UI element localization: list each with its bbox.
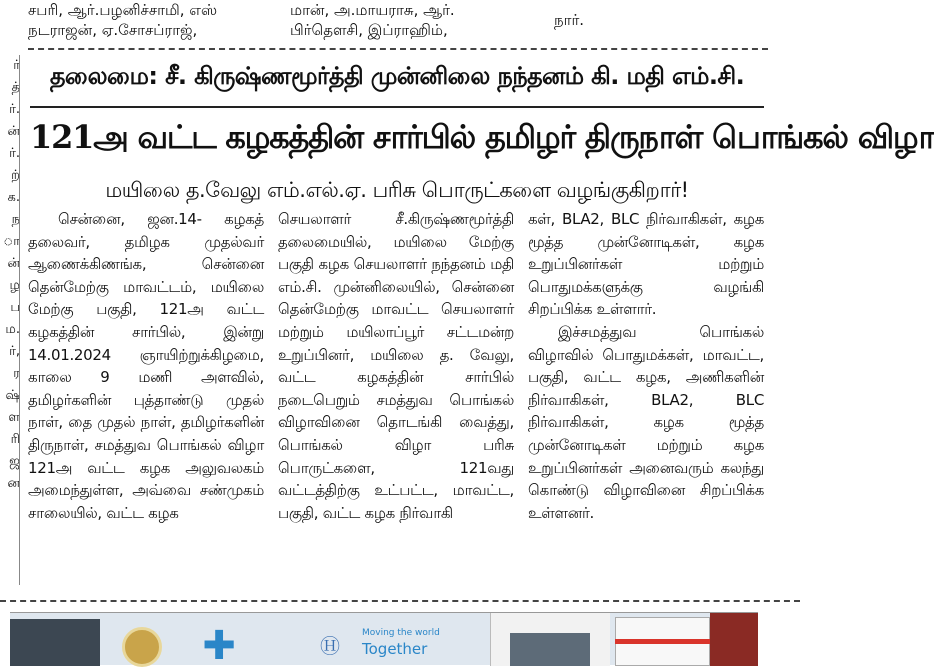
previous-article-col-3 (554, 0, 784, 30)
fragment-char: ஜ (9, 454, 20, 469)
column-rule (19, 55, 20, 585)
article-body (28, 208, 770, 598)
previous-article-col-2 (290, 0, 538, 40)
previous-article-col-1 (28, 0, 278, 40)
fragment-char: ள (8, 410, 20, 425)
photo-divider (0, 600, 800, 602)
fragment-char: ந (11, 212, 20, 227)
previous-article-line: பிர்தௌசி, இப்ராஹிம், (290, 21, 448, 39)
fragment-char: ர். (9, 102, 20, 117)
vehicle-image (10, 619, 100, 666)
event-photo (10, 612, 758, 669)
article-paragraph: கள், BLA2, BLC நிர்வாகிகள், கழக மூத்த முன்னோடிகள், கழக உறுப்பினர்கள் மற்றும் பொதுமக்களுக்கு வழங்கி சிறப்பிக்க உள்ளார். (528, 210, 764, 319)
fragment-char: ன (7, 476, 20, 491)
government-seal-icon (122, 627, 162, 667)
fragment-char: த் (11, 80, 20, 95)
article-paragraph: சென்னை, ஜன.14- கழகத் தலைவர், தமிழக முதல்வர் ஆணைக்கிணங்க, சென்னை தென்மேற்கு மாவட்டம், மயிலை மேற்கு பகுதி, 121அ வட்ட கழகத்தின் சார்பில், இன்று 14.01.2024 ஞாயிற்றுக்கிழமை, காலை 9 மணி அளவில், தமிழர்களின் புத்தாண்டு முதல் நாள், தை முதல் நாள், தமிழர்களின் திருநாள், சமத்துவ பொங்கல் விழா 121அ வட்ட கழக அலுவலகம் அமைந்துள்ள, அவ்வை சண்முகம் சாலையில், வட்ட கழக (28, 210, 264, 522)
fragment-char: ற் (11, 168, 20, 183)
fragment-char: க. (7, 190, 20, 205)
banner-text (362, 627, 472, 663)
fragment-char: ஷ் (5, 388, 20, 403)
article-paragraph: செயலாளர் சீ.கிருஷ்ணமூர்த்தி தலைமையில், மயிலை மேற்கு பகுதி கழக செயலாளர் நந்தனம் மதி எம்.சி. முன்னிலையில், சென்னை தென்மேற்கு மாவட்ட செயலாளர் மற்றும் மயிலாப்பூர் சட்டமன்ற உறுப்பினர், மயிலை த. வேலு, வட்ட கழகத்தின் சார்பில் நடைபெறும் சமத்துவ பொங்கல் விழாவினை தொடங்கி வைத்து, பொங்கல் விழா பரிசு பொருட்களை, 121வது வட்டத்திற்கு உட்பட்ட, மாவட்ட, பகுதி, வட்ட கழக நிர்வாகி (278, 210, 514, 522)
fragment-char: ன் (7, 124, 20, 139)
banner-big-text: Together (362, 640, 428, 658)
fragment-char: ம. (5, 322, 20, 337)
ambulance-stripe (615, 639, 710, 644)
article-headline: 121அ வட்ட கழகத்தின் சார்பில் தமிழர் திருநாள் பொங்கல் விழா (30, 106, 764, 164)
article-byline: மயிலை த.வேலு எம்.எல்.ஏ. பரிசு பொருட்களை வழங்குகிறார்! (105, 178, 689, 202)
previous-article-line: மான், அ.மாயராசு, ஆர். (290, 1, 455, 19)
fragment-char: ழ (9, 278, 20, 293)
fragment-char: ா (3, 234, 20, 249)
article-paragraph: இச்சமத்துவ பொங்கல் விழாவில் பொதுமக்கள், மாவட்ட, பகுதி, வட்ட கழக, அணிகளின் நிர்வாகிகள், BLA2, BLC நிர்வாகிகள், கழக மூத்த முன்னோடிகள் மற்றும் கழக உறுப்பினர்கள் அனைவரும் கலந்து கொண்டு விழாவினை சிறப்பிக்க உள்ளனர். (528, 322, 764, 522)
previous-article-strip (28, 0, 768, 44)
article-column-2 (278, 208, 514, 598)
article-subheading: தலைமை: சீ. கிருஷ்ணமூர்த்தி முன்னிலை நந்தனம் கி. மதி எம்.சி. (49, 62, 745, 90)
fragment-char: ர் (13, 58, 20, 73)
fragment-char: ன் (7, 256, 20, 271)
brand-logo-icon: Ⓗ (320, 634, 340, 658)
fragment-char: ர். (9, 146, 20, 161)
article-column-3 (528, 208, 764, 598)
fragment-char: ர (13, 366, 20, 381)
article-column-1 (28, 208, 264, 598)
fragment-char: ரி (10, 432, 20, 447)
banner-small-text: Moving the world (362, 628, 440, 638)
previous-article-line: நார். (554, 11, 585, 29)
star-of-life-icon: ✚ (202, 623, 236, 669)
section-divider (28, 48, 768, 50)
van-image (510, 633, 590, 666)
previous-article-line: சபரி, ஆர்.பழனிச்சாமி, எஸ் (28, 1, 218, 19)
adjacent-column-fragment (0, 55, 20, 585)
fragment-char: ப (10, 300, 20, 315)
previous-article-line: நடராஜன், ஏ.சோசப்ராஜ், (28, 21, 198, 39)
background-image (710, 613, 758, 666)
fragment-char: ர், (9, 344, 20, 359)
